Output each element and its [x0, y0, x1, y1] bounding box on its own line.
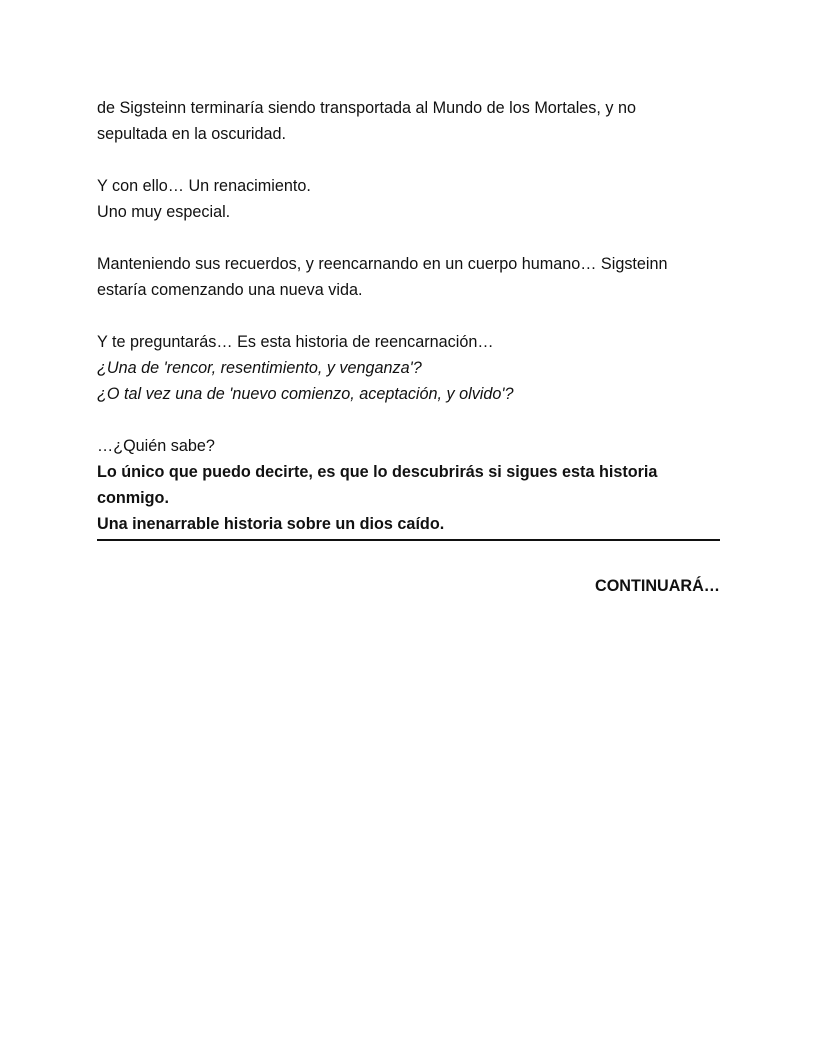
bold-text-line: conmigo. [97, 489, 169, 507]
text-line: Y te preguntarás… Es esta historia de reencarnación… [97, 333, 494, 351]
paragraph-3 [97, 251, 721, 303]
paragraph-4 [97, 329, 721, 407]
document-page [97, 95, 721, 599]
horizontal-rule [97, 539, 720, 541]
paragraph-5 [97, 433, 721, 541]
text-line: de Sigsteinn terminaría siendo transportada al Mundo de los Mortales, y no [97, 99, 636, 117]
paragraph-1 [97, 95, 721, 147]
italic-question-line: ¿O tal vez una de 'nuevo comienzo, aceptación, y olvido'? [97, 385, 514, 403]
to-be-continued-label: CONTINUARÁ… [595, 577, 720, 595]
bold-text-line: Una inenarrable historia sobre un dios caído. [97, 515, 445, 533]
text-line: estaría comenzando una nueva vida. [97, 281, 363, 299]
text-line: …¿Quién sabe? [97, 437, 215, 455]
italic-question-line: ¿Una de 'rencor, resentimiento, y venganza'? [97, 359, 422, 377]
text-line: sepultada en la oscuridad. [97, 125, 286, 143]
bold-text-line: Lo único que puedo decirte, es que lo descubrirás si sigues esta historia [97, 463, 658, 481]
text-line: Y con ello… Un renacimiento. [97, 177, 311, 195]
text-line: Manteniendo sus recuerdos, y reencarnando en un cuerpo humano… Sigsteinn [97, 255, 668, 273]
paragraph-2 [97, 173, 721, 225]
text-line: Uno muy especial. [97, 203, 231, 221]
